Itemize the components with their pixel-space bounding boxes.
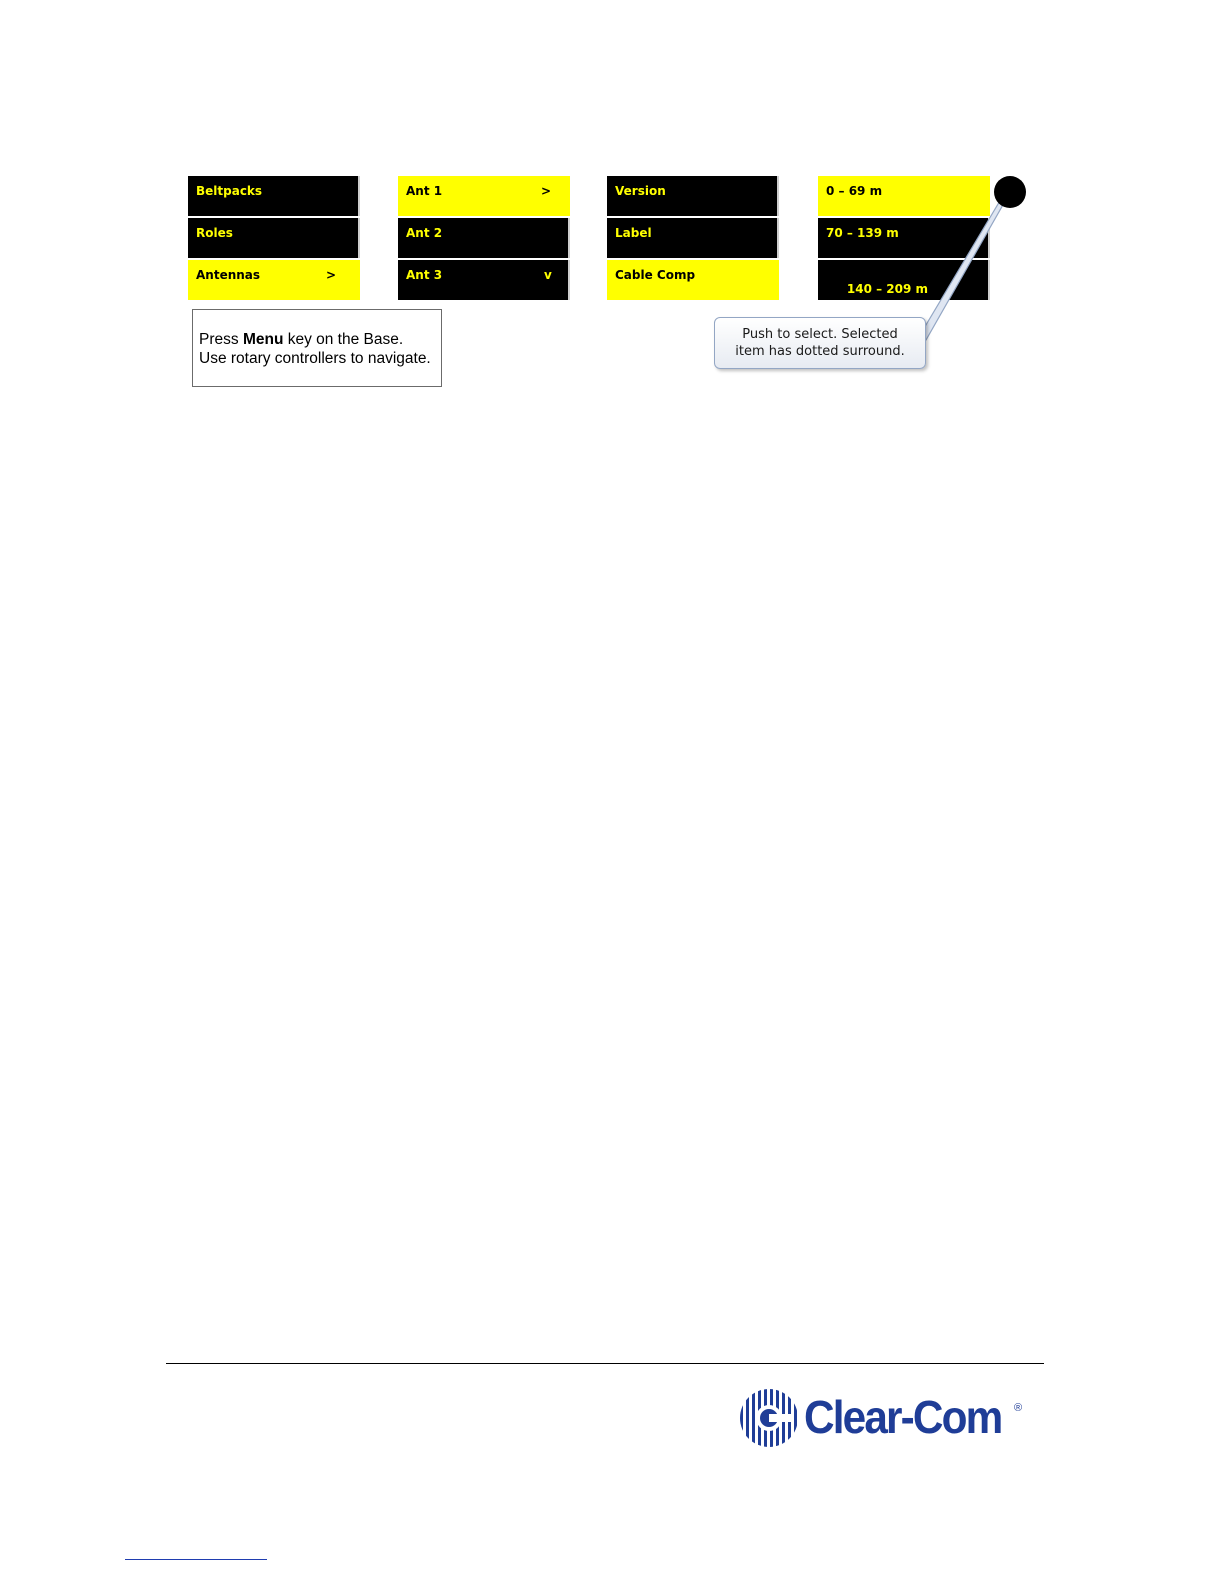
footer-link-underline[interactable] xyxy=(125,1559,267,1560)
registered-mark: ® xyxy=(1014,1402,1023,1414)
footer-divider xyxy=(166,1363,1044,1364)
menu-item-label: Cable Comp xyxy=(615,268,696,282)
chevron-right-icon: > xyxy=(326,268,337,282)
note-line-2: Use rotary controllers to navigate. xyxy=(199,350,431,367)
menu-item-label-text: Label xyxy=(615,226,652,240)
menu-item-label: Roles xyxy=(196,226,233,240)
note-line-1: Press Menu key on the Base. xyxy=(199,331,404,348)
callout-pointer xyxy=(0,0,1224,420)
menu-item-label: Ant 3 xyxy=(406,268,443,282)
logo-wordmark: Clear-Com xyxy=(804,1391,1002,1443)
chevron-down-icon: v xyxy=(544,268,552,282)
rotary-knob-icon xyxy=(994,176,1026,208)
menu-key-name: Menu xyxy=(242,331,284,348)
menu-item-label: Ant 1 xyxy=(406,184,443,198)
menu-item-label: 70 – 139 m xyxy=(826,226,899,240)
menu-item-label: Ant 2 xyxy=(406,226,443,240)
menu-item-label: 0 – 69 m xyxy=(826,184,883,198)
callout-tail xyxy=(917,194,1008,340)
menu-item-label: Beltpacks xyxy=(196,184,263,198)
menu-item-label: Version xyxy=(615,184,666,198)
menu-item-label: Antennas xyxy=(196,268,261,282)
callout-line-2: item has dotted surround. xyxy=(735,344,905,359)
callout-line-1: Push to select. Selected xyxy=(742,327,898,342)
chevron-right-icon: > xyxy=(541,184,552,198)
callout-bubble xyxy=(714,317,926,369)
clear-com-logo-icon xyxy=(740,1388,802,1448)
menu-item-label: 140 – 209 m xyxy=(842,282,929,296)
